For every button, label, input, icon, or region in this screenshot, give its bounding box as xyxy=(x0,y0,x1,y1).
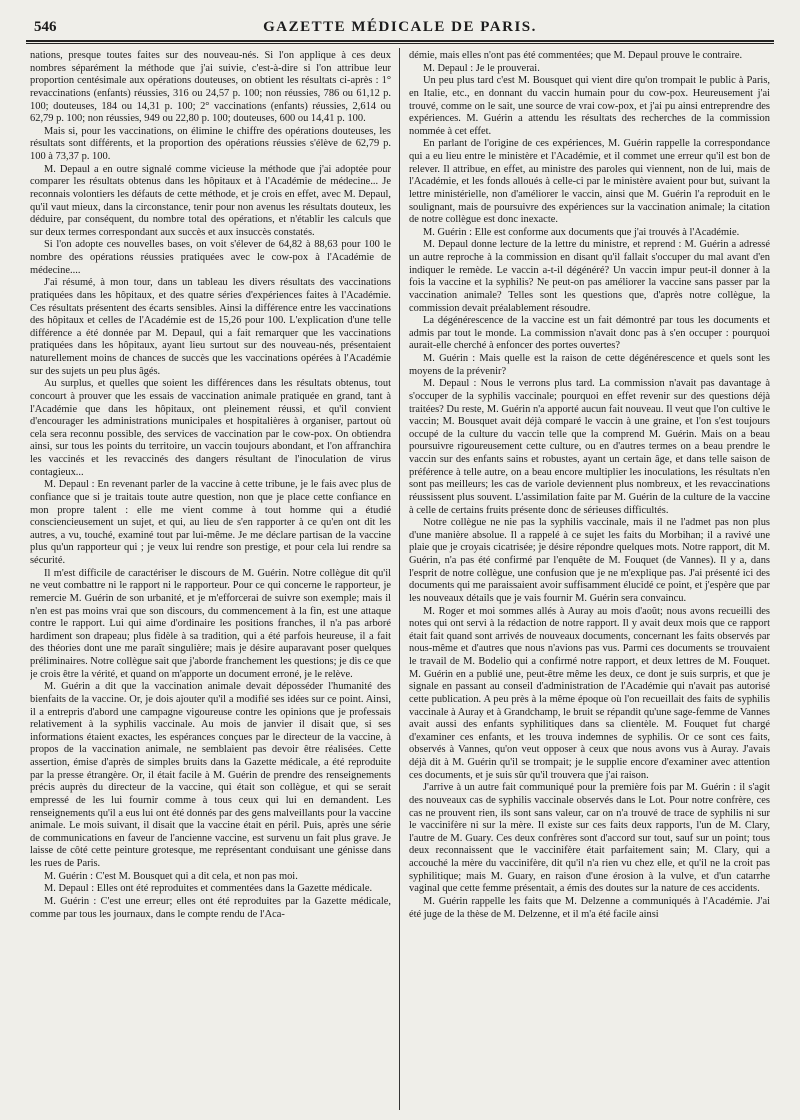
paragraph: Il m'est difficile de caractériser le discours de M. Guérin. Notre collègue dit qu'il ne veut combattre ni le rapport ni le rapporteur. Pour ce qui concerne le rapporteur, je remercie M. Guérin de son urbanité, et je m'efforcerai de suivre son exemple; mais il n'en est pas moins vrai que son discours, du commencement à la fin, est une attaque contre le rapport. Lui qui aime d'ordinaire les positions franches, il n'a pas arboré hardiment son drapeau; plus fidèle à sa tradition, qui a été parfois heureuse, il a fait des théories dont une me paraît singulière; mais je désire auparavant poser quelques préliminaires. Notre collègue sait que j'aborde franchement les questions; je dis ce que je crois être la vérité, et quand on m'apporte un document erroné, je le relève. xyxy=(30,567,391,680)
header-rule xyxy=(26,40,774,42)
page-number: 546 xyxy=(34,19,57,35)
paragraph: En parlant de l'origine de ces expériences, M. Guérin rappelle la correspondance qui a eu lieu entre le ministère et l'Académie, et il commet une erreur qu'il est bon de relever. Il attribue, en effet, au ministre des paroles qui viennent, non de lui, mais de l'Académie, et les fonds alloués à celle-ci par le ministère avaient pour but, suivant la lettre ministérielle, non d'améliorer le vaccin, ainsi que M. Guérin l'a reproduit en le soulignant, mais de poursuivre des expériences sur la vaccination animale; la citation de notre collègue est donc inexacte. xyxy=(409,138,770,226)
paragraph: Un peu plus tard c'est M. Bousquet qui vient dire qu'on trompait le public à Paris, en Italie, etc., en donnant du vaccin humain pour du cow-pox. Heureusement j'ai trouvé, comme on le sait, une source de vrai cow-pox, et j'ai pu ainsi entreprendre des expériences. M. Guérin a attendu les résultats des recherches de la commission nommée à cet effet. xyxy=(409,75,770,137)
paragraph: M. Depaul donne lecture de la lettre du ministre, et reprend : M. Guérin a adressé un autre reproche à la commission en disant qu'il fallait s'occuper du mal avant d'en indiquer le remède. Le vaccin a-t-il dégénéré? Un vaccin impur peut-il donner à la fois la vaccine et la syphilis? Ne peut-on pas améliorer la vaccine sans passer par la vaccination animale? Telles sont les questions que, d'après notre collègue, la commission devait préalablement résoudre. xyxy=(409,239,770,314)
paragraph: M. Guérin : C'est une erreur; elles ont été reproduites par la Gazette médicale, comme par tous les journaux, dans le compte rendu de l'Aca- xyxy=(30,895,391,920)
paragraph: Si l'on adopte ces nouvelles bases, on voit s'élever de 64,82 à 88,63 pour 100 le nombre des opérations réussies pratiquées avec le cow-pox à l'Académie de médecine.... xyxy=(30,239,391,276)
right-column xyxy=(409,50,770,1112)
text-columns xyxy=(30,50,770,1112)
paragraph: M. Guérin rappelle les faits que M. Delzenne a communiqués à l'Académie. J'ai été juge de la thèse de M. Delzenne, et il m'a été facile ainsi xyxy=(409,895,770,920)
paragraph: Mais si, pour les vaccinations, on élimine le chiffre des opérations douteuses, les résultats sont différents, et la proportion des opérations réussies s'élève de 62,79 p. 100 à 73,37 p. 100. xyxy=(30,125,391,162)
paragraph: M. Depaul : En revenant parler de la vaccine à cette tribune, je le fais avec plus de confiance que si je traitais toute autre question, non que je place cette confiance en mon propre talent : elle me vient comme à tout homme qui a étudié consciencieusement un sujet, et qui, au lieu de s'en rapporter à ce qu'en ont dit les autres, a vu, touché, examiné tout par lui-même. Je me déclare partisan de la vaccine plus qu'un rapporteur qui ; je veux lui rendre son prestige, et pour cela lui rendre sa sécurité. xyxy=(30,479,391,566)
page-header xyxy=(26,14,774,40)
paragraph: J'arrive à un autre fait communiqué pour la première fois par M. Guérin : il s'agit des nouveaux cas de syphilis vaccinale observés dans le Lot. Pour notre confrère, ces cas ne prouvent rien, ils sont sans valeur, car on n'a trouvé de trace de syphilis ni sur le vaccinifère ni sur la mère. Il existe sur ces faits deux rapports, l'un de M. Clary, l'autre de M. Guary. Ces deux confrères sont d'accord sur tout, sauf sur un point; tous deux reconnaissent que le vaccinifère était parfaitement sain; M. Clary, qui a accouché la mère du vaccinifère, dit qu'il n'a rien vu chez elle, et qu'il ne la croit pas syphilitique; mais M. Guary, en raison d'une érosion à la vulve, et d'un catarrhe vaginal que cette femme présentait, a émis des doutes sur la nature de ces accidents. xyxy=(409,782,770,895)
paragraph: démie, mais elles n'ont pas été commentées; que M. Depaul prouve le contraire. xyxy=(409,50,743,61)
paragraph: Au surplus, et quelles que soient les différences dans les résultats obtenus, tout concourt à prouver que les essais de vaccination animale pratiquée en grand, tant à l'Académie que dans les hôpitaux, ont pleinement réussi, et qu'il convient d'encourager les administrations municipales et hospitalières à organiser, partout où cela sera reconnu possible, des services de vaccination par le cow-pox. On obtiendra ainsi, sur tous les points du territoire, un vaccin toujours abondant, et l'on affranchira les vaccinés et les revaccinés des dangers résultant de l'inoculation de virus contagieux... xyxy=(30,378,391,478)
journal-title: GAZETTE MÉDICALE DE PARIS. xyxy=(263,19,537,35)
paragraph: M. Roger et moi sommes allés à Auray au mois d'août; nous avons recueilli des notes qui ont servi à la rédaction de notre rapport. Il y avait deux mois que ce rapport était fait quand sont arrivés de nouveaux documents, concernant les faits observés par nous-même et d'autres que nous n'avions pas vus. Parmi ces documents se trouvaient le travail de M. Bodelio qui a confirmé notre rapport, et deux lettres de M. Fouquet. M. Guérin en a publié une, peut-être même les deux, ce dont je suis surpris, et que je signale en passant au conseil d'administration de l'Académie qui n'avait pas autorisé cette publication. A peu près à la même époque où l'on recueillait des faits de syphilis vaccinale à Auray et à Grandchamp, le bruit se répandit qu'une sage-femme de Vannes avait aussi des enfants syphilitiques dans sa clientèle. M. Fouquet fut chargé d'examiner ces enfants, et les trouva indemnes de syphilis. Or ce sont ces faits, observés à Vannes, qu'on veut opposer à ceux que nous avons vus à Auray. J'avais déjà dit à M. Guérin qu'il se trompait; je le supplie encore d'examiner avec attention ces documents, et je suis sûr qu'il trouvera que j'ai raison. xyxy=(409,605,770,781)
left-column xyxy=(30,50,391,1112)
paragraph: M. Depaul a en outre signalé comme vicieuse la méthode que j'ai adoptée pour comparer les résultats obtenus dans les hôpitaux et à l'Académie de médecine... Je reconnais volontiers les défauts de cette méthode, et je crois en effet, avec M. Depaul, qu'il vaut mieux, dans la circonstance, tenir pour non avenus les résultats douteux, les déduire, par conséquent, du nombre total des opérations, et n'établir les calculs que sur deux termes correspondant aux succès et aux insuccès constatés. xyxy=(30,163,391,238)
paragraph: nations, presque toutes faites sur des nouveau-nés. Si l'on applique à ces deux nombres séparément la méthode que j'ai suivie, c'est-à-dire si l'on attribue leur proportion centésimale aux opérations douteuses, on obtient les résultats ci-après : 1° revaccinations (enfants) réussies, 316 ou 24,57 p. 100; non réussies, 786 ou 61,12 p. 100; douteuses, 184 ou 14,31 p. 100; 2° vaccinations (enfants) réussies, 2,614 ou 62,79 p. 100; non réussies, 949 ou 22,80 p. 100; douteuses, 600 ou 14,41 p. 100. xyxy=(30,50,391,125)
paragraph: M. Depaul : Je le prouverai. xyxy=(423,62,540,74)
paragraph: La dégénérescence de la vaccine est un fait démontré par tous les documents et admis par tout le monde. La commission n'avait donc pas à s'en occuper : pourquoi aurait-elle cherché à enfoncer des portes ouvertes? xyxy=(409,315,770,352)
paragraph: J'ai résumé, à mon tour, dans un tableau les divers résultats des vaccinations pratiquées dans les hôpitaux, et des quatre séries d'expériences faites à l'Académie. Ces résultats présentent des écarts sensibles. Ainsi la différence entre les vaccinations des hôpitaux et celles de l'Académie est de 15,26 pour 100. L'explication d'une telle différence a été donnée par M. Depaul, qui a fait remarquer que les vaccinations pratiquées dans les hôpitaux, ayant lieu surtout sur des nouveau-nés, présentaient naturellement moins de chances de succès que les vaccinations opérées à l'Académie sur des sujets un peu plus âgés. xyxy=(30,277,391,377)
paragraph: M. Guérin : C'est M. Bousquet qui a dit cela, et non pas moi. xyxy=(44,870,298,882)
header-rule-thin xyxy=(26,43,774,44)
paragraph: M. Guérin : Elle est conforme aux documents que j'ai trouvés à l'Académie. xyxy=(423,226,740,238)
paragraph: M. Guérin : Mais quelle est la raison de cette dégénérescence et quels sont les moyens de la prévenir? xyxy=(409,353,770,377)
paragraph: M. Guérin a dit que la vaccination animale devait déposséder l'humanité des bienfaits de la vaccine. Or, je dois ajouter qu'il a modifié ses idées sur ce point. Ainsi, il a entrepris d'abord une campagne vigoureuse contre les opinions que je professais relativement à la syphilis vaccinale. Au mois de janvier il disait que, si ses informations étaient exactes, les espérances conçues par le directeur de la vaccine, à propos de la vaccination animale, ne semblaient pas devoir être réalisées. Cette assertion, émise d'après de simples bruits dans la Gazette médicale, a été reproduite par la presse étrangère. Or, il était facile à M. Guérin de prendre des renseignements précis auprès du directeur de la vaccine, qui était son collègue, et qui se serait empressé de les lui fournir comme à tous ceux qui lui en demandent. Les renseignements qu'il a eus lui ont été donnés par des gens malveillants pour la vaccine animale. Le mois suivant, il disait que la vaccine était en péril. Puis, après une série de communications en faveur de l'ancienne vaccine, est survenu un fait plus grave. Je laisse de côté cette peinture grotesque, me représentant conduisant une génisse dans les rues de Paris. xyxy=(30,681,391,869)
paragraph: M. Depaul : Elles ont été reproduites et commentées dans la Gazette médicale. xyxy=(44,883,373,895)
paragraph: M. Depaul : Nous le verrons plus tard. La commission n'avait pas davantage à s'occuper de la syphilis vaccinale; pourquoi en effet revenir sur des questions déjà traitées? Du reste, M. Guérin n'a apporté aucun fait nouveau. Il veut que l'on cultive le vaccin; M. Bousquet avait déjà comparé le vaccin à une graine, et l'on s'est toujours occupé de la culture du vaccin telle que la comprend M. Guérin. Mais on a beau poursuivre rigoureusement cette culture, ou en d'autres termes on a beau prendre le vaccin sur des enfants sains et robustes, ayant un certain âge, et dans telle saison de préférence à telle autre, on a beau encore multiplier les inoculations, les résultats n'en sont pas meilleurs; les cas de variole deviennent plus nombreux, et les revaccinations réussissent plus souvent. L'assimilation faite par M. Guérin de la culture de la vaccine à celle de certains fruits présente donc de sérieuses difficultés. xyxy=(409,378,770,516)
paragraph: Notre collègue ne nie pas la syphilis vaccinale, mais il ne l'admet pas non plus d'une manière absolue. Il a rappelé à ce sujet les faits du Morbihan; il a ravivé une plaie que je croyais cicatrisée; je désire répondre quelques mots. Notre rapport, dit M. Guérin, n'a pas été confirmé par l'enquête de M. Fouquet (de Vannes). Il y a, dans l'esprit de notre collègue, une confusion que je ne m'explique pas. J'ai présenté ici des documents qui me paraissaient avoir suffisamment élucidé ce point, et j'espère que par les nouveaux détails que je vais fournir M. Guérin sera convaincu. xyxy=(409,517,770,604)
